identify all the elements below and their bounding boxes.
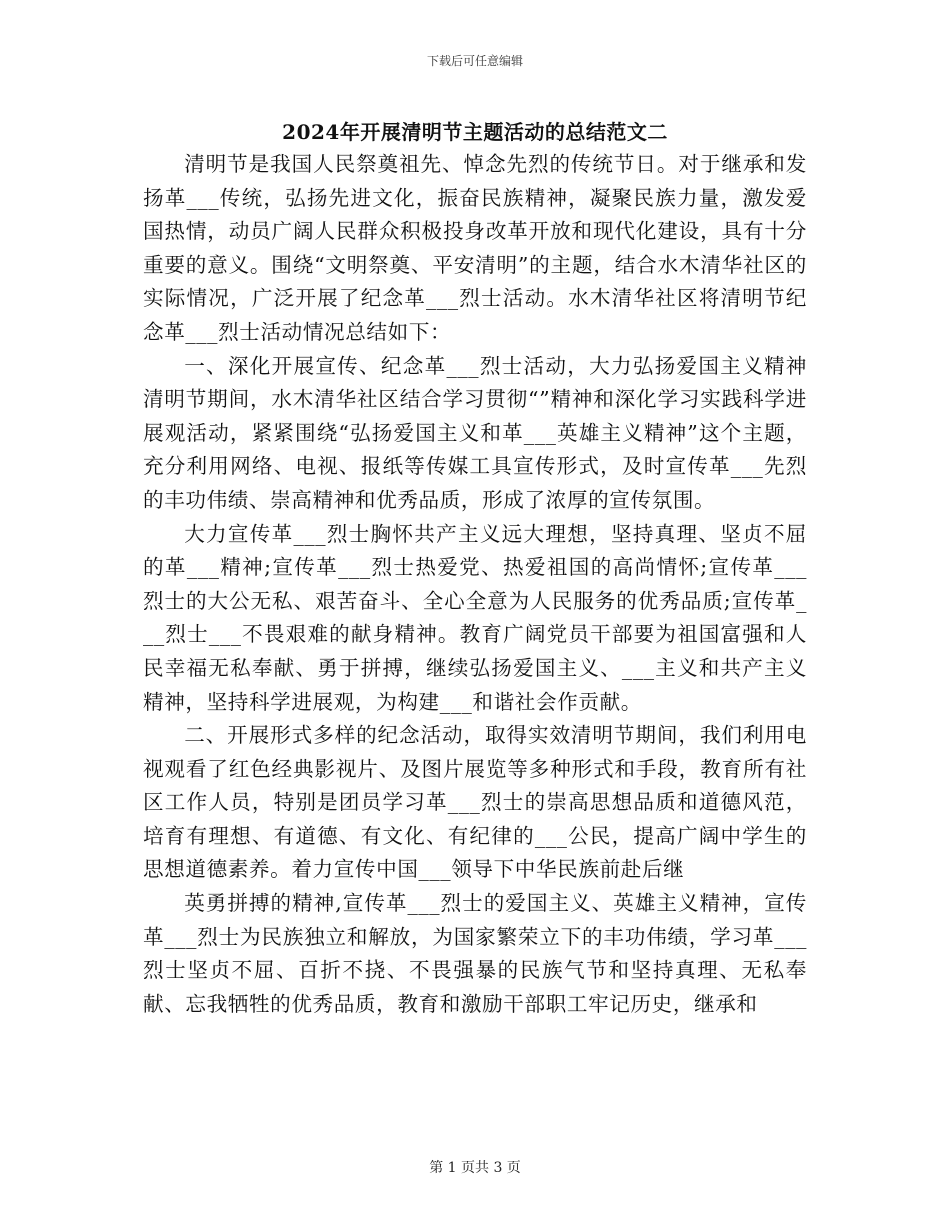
paragraph-intro: 清明节是我国人民祭奠祖先、悼念先烈的传统节日。对于继承和发扬革___传统，弘扬先进文化，振奋民族精神，凝聚民族力量，激发爱国热情，动员广阔人民群众积极投身改革开放和现代化建设，具有十分重要的意义。围绕“文明祭奠、平安清明”的主题，结合水木清华社区的实际情况，广泛开展了纪念革___烈士活动。水木清华社区将清明节纪念革___烈士活动情况总结如下： (143, 152, 807, 344)
paragraph-heroic-spirit: 英勇拼搏的精神,宣传革___烈士的爱国主义、英雄主义精神，宣传革___烈士为民族独立和解放，为国家繁荣立下的丰功伟绩，学习革___烈士坚贞不屈、百折不挠、不畏强暴的民族气节和坚持真理、无私奉献、忘我牺牲的优秀品质，教育和激励干部职工牢记历史，继承和 (143, 891, 807, 1016)
document-title: 2024年开展清明节主题活动的总结范文二 (282, 120, 668, 144)
paragraph-propaganda: 大力宣传革___烈士胸怀共产主义远大理想，坚持真理、坚贞不屈的革___精神;宣传革___烈士热爱党、热爱祖国的高尚情怀;宣传革___烈士的大公无私、艰苦奋斗、全心全意为人民服务的优秀品质;宣传革___烈士___不畏艰难的献身精神。教育广阔党员干部要为祖国富强和人民幸福无私奉献、勇于拼搏，继续弘扬爱国主义、___主义和共产主义精神，坚持科学进展观，为构建___和谐社会作贡献。 (143, 521, 807, 714)
paragraph-section-two: 二、开展形式多样的纪念活动，取得实效清明节期间，我们利用电视观看了红色经典影视片、及图片展览等多种形式和手段，教育所有社区工作人员，特别是团员学习革___烈士的崇高思想品质和道德风范，培育有理想、有道德、有文化、有纪律的___公民，提高广阔中学生的思想道德素养。着力宣传中国___领导下中华民族前赴后继 (143, 723, 807, 882)
page-number: 第 1 页共 3 页 (429, 1160, 521, 1176)
page-header: 下载后可任意编辑 (426, 54, 523, 68)
paragraph-section-one: 一、深化开展宣传、纪念革___烈士活动，大力弘扬爱国主义精神清明节期间，水木清华社区结合学习贯彻“”精神和深化学习实践科学进展观活动，紧紧围绕“弘扬爱国主义和革___英雄主义精神”这个主题，充分利用网络、电视、报纸等传媒工具宣传形式，及时宣传革___先烈的丰功伟绩、崇高精神和优秀品质，形成了浓厚的宣传氛围。 (143, 353, 807, 512)
document-body (143, 148, 807, 1021)
